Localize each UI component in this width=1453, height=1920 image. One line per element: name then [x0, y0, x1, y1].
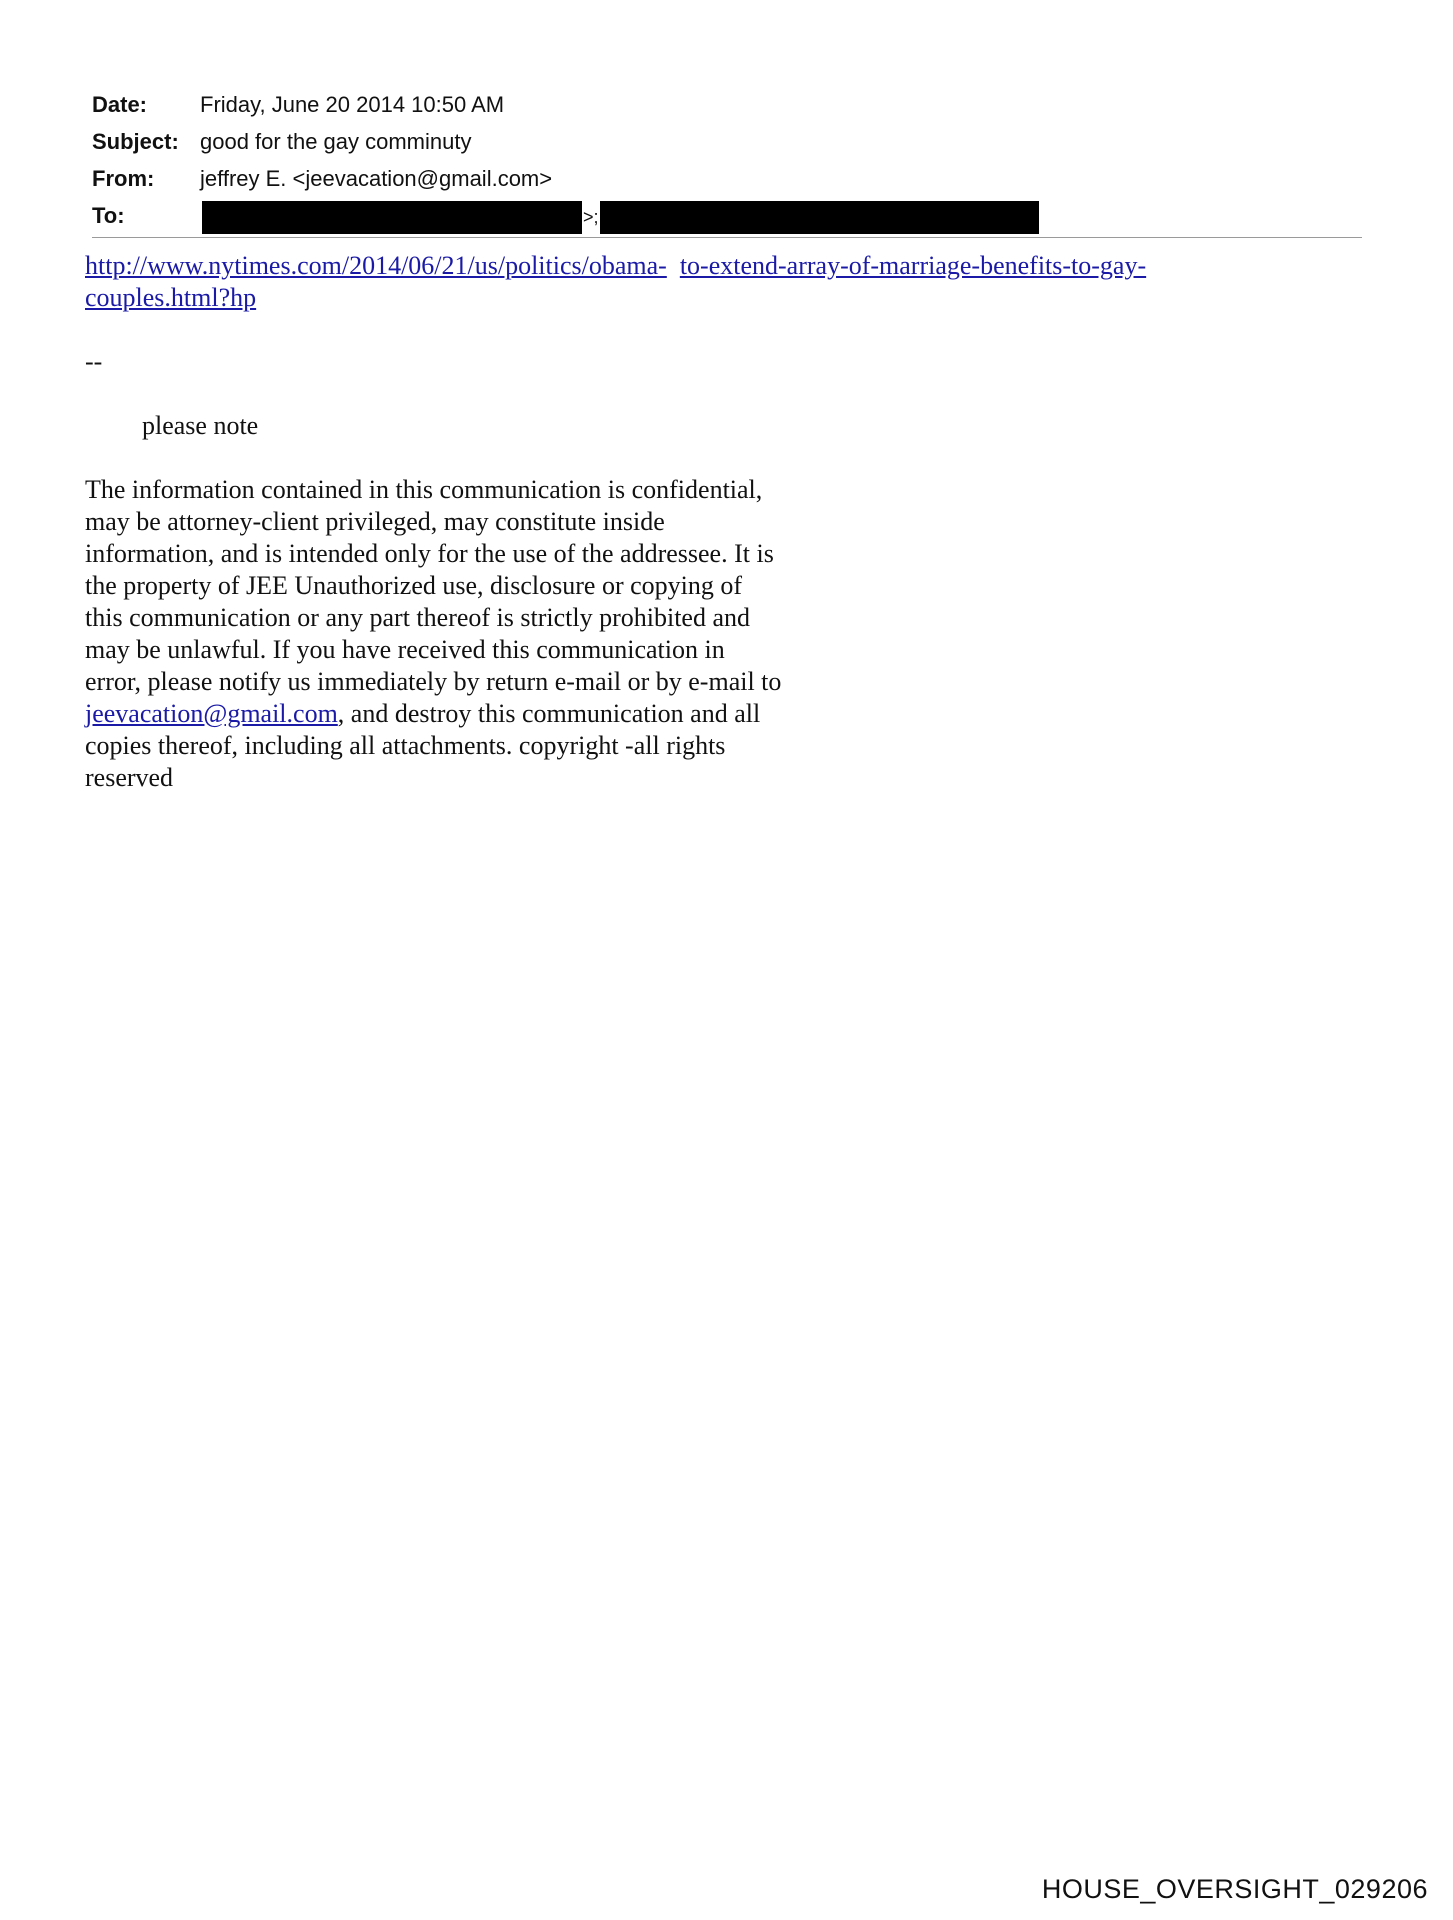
- article-link-block: [85, 250, 1365, 314]
- article-link-part3[interactable]: couples.html?hp: [85, 283, 257, 312]
- article-link-part1[interactable]: http://www.nytimes.com/2014/06/21/us/politics/obama-: [85, 251, 667, 280]
- signature-separator: --: [85, 347, 103, 376]
- to-label: To:: [92, 203, 125, 228]
- disclaimer-text-before: The information contained in this communication is confidential, may be attorney-client privileged, may constitute inside information, and is intended only for the use of the addressee. It is the property of JEE Unauthorized use, disclosure or copying of this communication or any part thereof is strictly prohibited and may be unlawful. If you have received this communication in error, please notify us immediately by return e-mail or by e-mail to: [85, 475, 782, 696]
- to-value: [200, 197, 1039, 234]
- subject-row: [92, 123, 1362, 160]
- to-row: [92, 197, 1362, 234]
- please-note: please note: [142, 411, 259, 440]
- disclaimer-text-after: , and destroy this communication and all copies thereof, including all attachments. copyright -all rights reserved: [85, 699, 761, 792]
- email-body: [85, 250, 1365, 794]
- redaction-block: [600, 201, 1039, 234]
- date-label: Date:: [92, 92, 148, 117]
- subject-value: good for the gay comminuty: [200, 129, 472, 154]
- subject-label: Subject:: [92, 129, 179, 154]
- from-value: jeffrey E. <jeevacation@gmail.com>: [200, 166, 553, 191]
- article-link-part2[interactable]: to-extend-array-of-marriage-benefits-to-gay-: [679, 251, 1147, 280]
- date-value: Friday, June 20 2014 10:50 AM: [200, 92, 505, 117]
- redaction-block: [202, 201, 582, 234]
- confidentiality-disclaimer: [85, 474, 785, 794]
- bates-number: HOUSE_OVERSIGHT_029206: [1041, 1874, 1428, 1904]
- from-label: From:: [92, 166, 155, 191]
- disclaimer-email-link[interactable]: jeevacation@gmail.com: [85, 699, 338, 728]
- header-divider: [92, 237, 1362, 238]
- email-header: [92, 86, 1362, 234]
- recipient-separator: >;: [583, 207, 599, 227]
- date-row: [92, 86, 1362, 123]
- from-row: [92, 160, 1362, 197]
